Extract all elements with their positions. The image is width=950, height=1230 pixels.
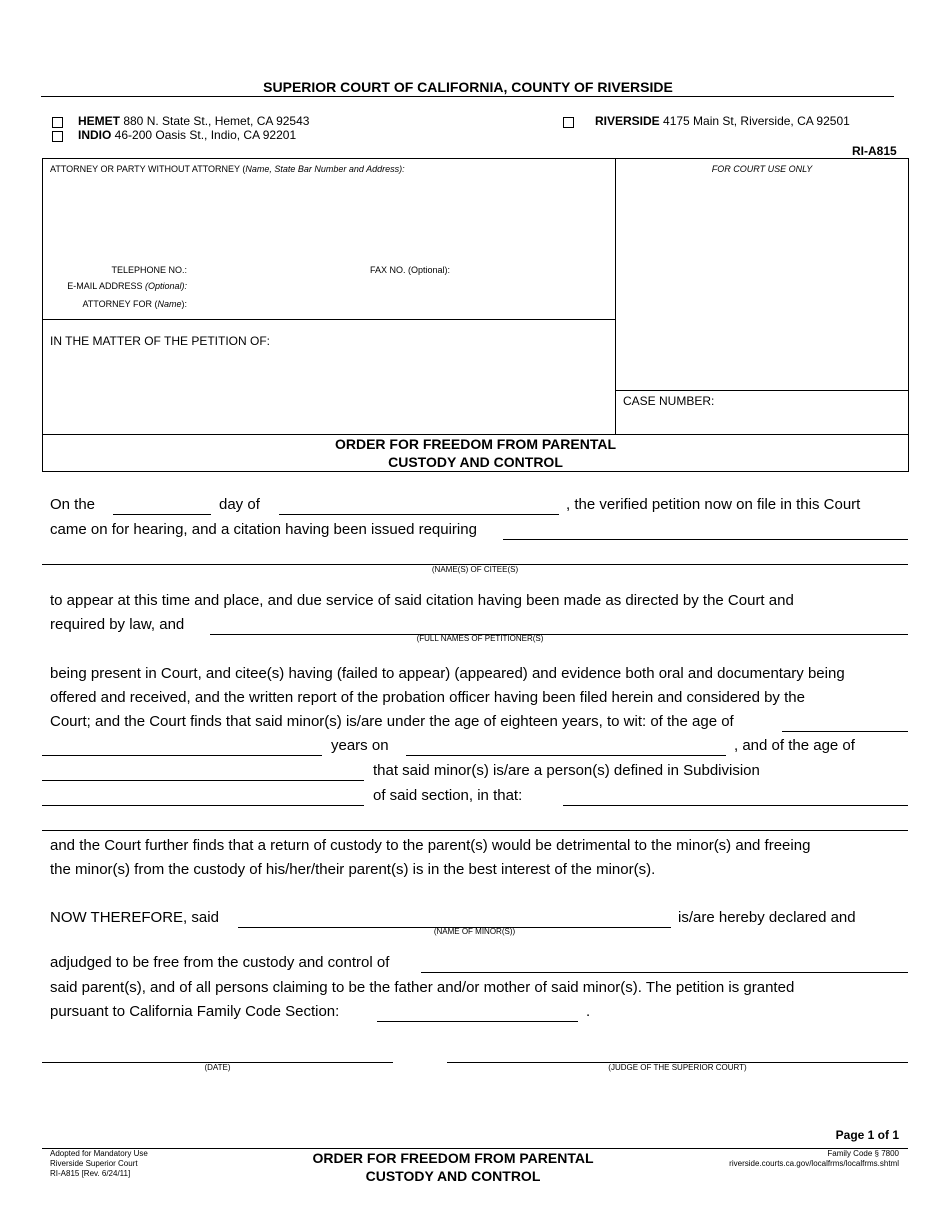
came-on-text: came on for hearing, and a citation having been issued requiring <box>50 521 477 538</box>
email-label: E-MAIL ADDRESS (Optional): <box>67 281 187 291</box>
month-year-input[interactable] <box>279 514 559 515</box>
form-title-line1: ORDER FOR FREEDOM FROM PARENTAL <box>334 436 617 452</box>
to-appear-text: to appear at this time and place, and due service of said citation having been made as directed by the Court and <box>50 592 794 609</box>
being-present-text: being present in Court, and citee(s) having (failed to appear) (appeared) and evidence both oral and documentary being <box>50 665 845 682</box>
title-rule <box>42 434 909 435</box>
page-number: Page 1 of 1 <box>835 1128 899 1142</box>
attorney-input[interactable] <box>50 178 610 260</box>
telephone-input[interactable] <box>190 263 365 277</box>
attorney-section-rule <box>42 319 615 320</box>
in-that-input-2[interactable] <box>42 830 908 831</box>
riverside-location: RIVERSIDE 4175 Main St, Riverside, CA 92501 <box>595 114 850 128</box>
petitioners-caption: (FULL NAMES OF PETITIONER(S) <box>416 634 544 643</box>
header-rule <box>41 96 894 97</box>
required-text: required by law, and <box>50 616 185 633</box>
parents-input[interactable] <box>421 972 908 973</box>
matter-label: IN THE MATTER OF THE PETITION OF: <box>50 334 271 348</box>
case-number-input[interactable] <box>623 410 903 430</box>
age-input-2[interactable] <box>42 755 322 756</box>
judge-caption: (JUDGE OF THE SUPERIOR COURT) <box>608 1063 747 1072</box>
adopted-text: Adopted for Mandatory Use <box>50 1149 148 1158</box>
second-age-input[interactable] <box>42 780 364 781</box>
form-number: RI-A815 <box>852 144 897 158</box>
family-code-text: Family Code § 7800 <box>827 1149 899 1158</box>
age-input-1[interactable] <box>782 731 908 732</box>
matter-input[interactable] <box>50 352 610 430</box>
subdivision-text: that said minor(s) is/are a person(s) defined in Subdivision <box>373 762 760 779</box>
court-finds-text: Court; and the Court finds that said minor(s) is/are under the age of eighteen years, to wit: of the age of <box>50 713 734 730</box>
form-title-line2: CUSTODY AND CONTROL <box>388 454 563 470</box>
fax-label: FAX NO. (Optional): <box>370 265 451 275</box>
footer-title-line2: CUSTODY AND CONTROL <box>365 1168 541 1184</box>
period-text: . <box>586 1003 591 1020</box>
footer-rule <box>42 1148 908 1149</box>
day-input[interactable] <box>113 514 211 515</box>
years-on-text: years on <box>331 737 389 754</box>
footer-title-line1: ORDER FOR FREEDOM FROM PARENTAL <box>312 1150 594 1166</box>
riverside-checkbox[interactable] <box>563 117 574 128</box>
indio-checkbox[interactable] <box>52 131 63 142</box>
revision-text: RI-A815 [Rev. 6/24/11] <box>50 1169 131 1178</box>
date-of-age-input[interactable] <box>406 755 726 756</box>
caption-divider <box>615 158 616 434</box>
case-number-rule <box>615 390 909 391</box>
minor-caption: (NAME OF MINOR(S)) <box>433 927 516 936</box>
adjudged-text: adjudged to be free from the custody and control of <box>50 954 390 971</box>
attorney-for-input[interactable] <box>190 297 605 311</box>
attorney-label: ATTORNEY OR PARTY WITHOUT ATTORNEY (Name, State Bar Number and Address): <box>50 164 405 174</box>
best-interest-text: the minor(s) from the custody of his/her/their parent(s) is in the best interest of the minor(s). <box>50 861 656 878</box>
verified-text: , the verified petition now on file in this Court <box>566 496 861 513</box>
court-title: SUPERIOR COURT OF CALIFORNIA, COUNTY OF RIVERSIDE <box>263 79 673 95</box>
date-caption: (DATE) <box>204 1063 231 1072</box>
indio-location: INDIO 46-200 Oasis St., Indio, CA 92201 <box>78 128 297 142</box>
hemet-checkbox[interactable] <box>52 117 63 128</box>
on-the-text: On the <box>50 496 96 513</box>
subdivision-input[interactable] <box>42 805 364 806</box>
telephone-label: TELEPHONE NO.: <box>111 265 187 275</box>
offered-text: offered and received, and the written report of the probation officer having been filed herein and considered by the <box>50 689 805 706</box>
hemet-location: HEMET 880 N. State St., Hemet, CA 92543 <box>78 114 310 128</box>
attorney-for-label: ATTORNEY FOR (Name): <box>82 299 187 309</box>
case-number-label: CASE NUMBER: <box>623 394 715 408</box>
court-use-label: FOR COURT USE ONLY <box>711 164 813 174</box>
declared-text: is/are hereby declared and <box>678 909 856 926</box>
pursuant-text: pursuant to California Family Code Section: <box>50 1003 340 1020</box>
further-finds-text: and the Court further finds that a return of custody to the parent(s) would be detrimental to the minor(s) and freeing <box>50 837 811 854</box>
citee-caption: (NAME(S) OF CITEE(S) <box>431 565 519 574</box>
court-url: riverside.courts.ca.gov/localfrms/localfrms.shtml <box>729 1159 899 1168</box>
court-text: Riverside Superior Court <box>50 1159 138 1168</box>
code-section-input[interactable] <box>377 1021 578 1022</box>
email-input[interactable] <box>190 279 605 293</box>
citee-input-1[interactable] <box>503 539 908 540</box>
now-therefore-text: NOW THEREFORE, said <box>50 909 219 926</box>
fax-input[interactable] <box>457 263 607 277</box>
in-that-input-1[interactable] <box>563 805 908 806</box>
and-age-text: , and of the age of <box>734 737 855 754</box>
of-section-text: of said section, in that: <box>373 787 523 804</box>
day-of-text: day of <box>219 496 260 513</box>
said-parents-text: said parent(s), and of all persons claiming to be the father and/or mother of said minor(s). The petition is granted <box>50 979 795 996</box>
